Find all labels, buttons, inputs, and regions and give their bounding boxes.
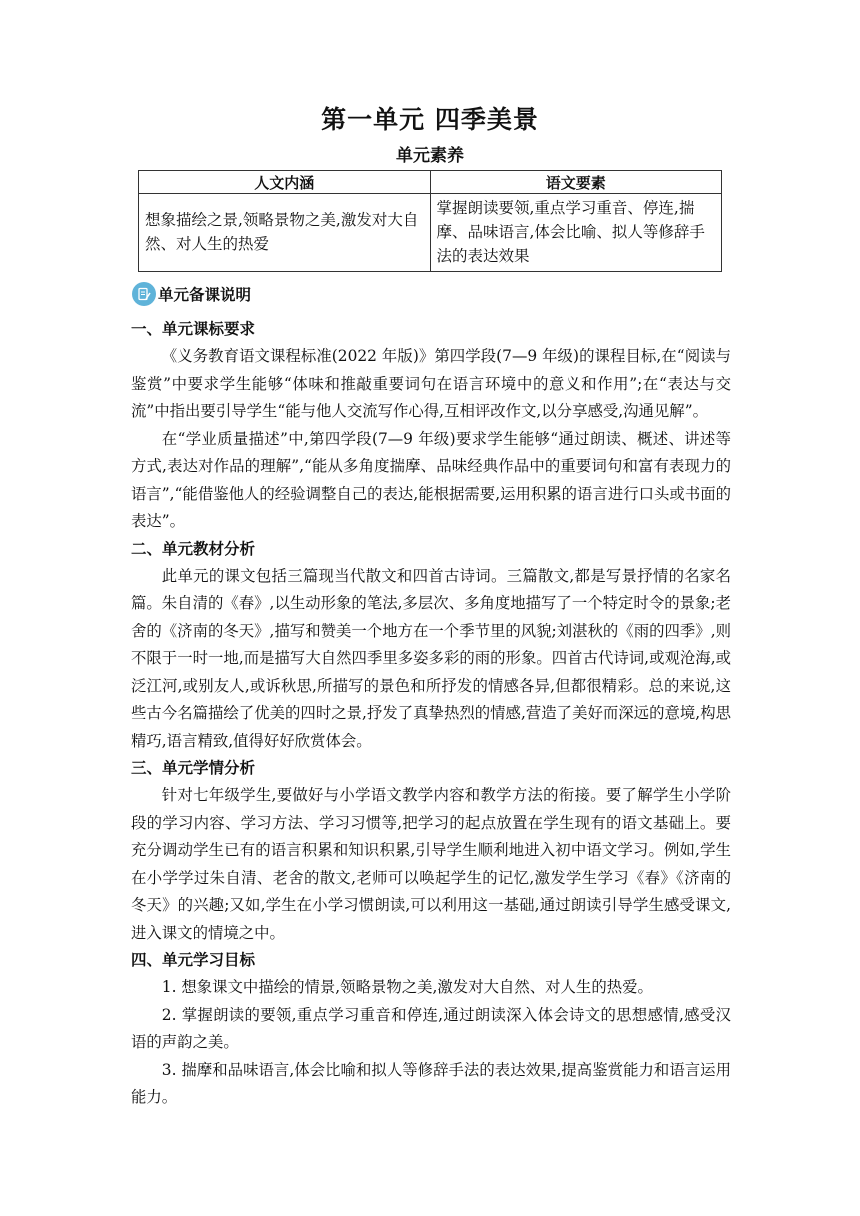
table-row <box>139 194 722 272</box>
goal-item: 2. 掌握朗读的要领,重点学习重音和停连,通过朗读深入体会诗文的思想感情,感受汉语的声韵之美。 <box>131 1005 731 1051</box>
body-paragraph: 针对七年级学生,要做好与小学语文教学内容和教学方法的衔接。要了解学生小学阶段的学习内容、学习方法、学习习惯等,把学习的起点放置在学生现有的语文基础上。要充分调动学生已有的语言积累和知识积累,引导学生顺利地进入初中语文学习。例如,学生在小学学过朱自清、老舍的散文,老师可以唤起学生的记忆,激发学生学习《春》《济南的冬天》的兴趣;又如,学生在小学习惯朗读,可以利用这一基础,通过朗读引导学生感受课文,进入课文的情境之中。 <box>131 786 731 942</box>
body-paragraph: 《义务教育语文课程标准(2022 年版)》第四学段(7—9 年级)的课程目标,在“阅读与鉴赏”中要求学生能够“体味和推敲重要词句在语言环境中的意义和作用”;在“表达与交流”中指出要引导学生“能与他人交流写作心得,互相评改作文,以分享感受,沟通见解”。 <box>131 347 731 420</box>
unit-literacy-table <box>138 170 722 272</box>
goal-item: 3. 揣摩和品味语言,体会比喻和拟人等修辞手法的表达效果,提高鉴赏能力和语言运用能力。 <box>131 1060 731 1106</box>
section-heading: 二、单元教材分析 <box>131 539 256 558</box>
table-header-row <box>139 171 722 194</box>
section-material-analysis <box>131 536 731 756</box>
prep-section-header <box>132 282 251 306</box>
main-content <box>131 316 731 1112</box>
pencil-note-icon <box>132 282 156 306</box>
section-learning-goals <box>131 947 731 1112</box>
prep-section-label: 单元备课说明 <box>158 286 252 304</box>
table-header-cell: 人文内涵 <box>139 171 431 194</box>
body-paragraph: 此单元的课文包括三篇现当代散文和四首古诗词。三篇散文,都是写景抒情的名家名篇。朱自清的《春》,以生动形象的笔法,多层次、多角度地描写了一个特定时令的景象;老舍的《济南的冬天》,描写和赞美一个地方在一个季节里的风貌;刘湛秋的《雨的四季》,则不限于一时一地,而是描写大自然四季里多姿多彩的雨的形象。四首古代诗词,或观沧海,或泛江河,或别友人,或诉秋思,所描写的景色和所抒发的情感各异,但都很精彩。总的来说,这些古今名篇描绘了优美的四时之景,抒发了真挚热烈的情感,营造了美好而深远的意境,构思精巧,语言精致,值得好好欣赏体会。 <box>131 566 731 750</box>
table-cell: 掌握朗读要领,重点学习重音、停连,揣摩、品味语言,体会比喻、拟人等修辞手法的表达效果 <box>430 194 722 272</box>
table-caption: 单元素养 <box>396 146 464 166</box>
section-heading: 三、单元学情分析 <box>131 759 256 777</box>
section-heading: 一、单元课标要求 <box>131 320 256 338</box>
unit-title: 第一单元 四季美景 <box>321 105 539 134</box>
section-heading: 四、单元学习目标 <box>131 951 256 969</box>
section-standards <box>131 316 731 536</box>
goal-item: 1. 想象课文中描绘的情景,领略景物之美,激发对大自然、对人生的热爱。 <box>161 978 653 996</box>
table-cell: 想象描绘之景,领略景物之美,激发对大自然、对人生的热爱 <box>139 194 431 272</box>
table-header-cell: 语文要素 <box>430 171 722 194</box>
body-paragraph: 在“学业质量描述”中,第四学段(7—9 年级)要求学生能够“通过朗读、概述、讲述等方式,表达对作品的理解”,“能从多角度揣摩、品味经典作品中的重要词句和富有表现力的语言”,“能借鉴他人的经验调整自己的表达,能根据需要,运用积累的语言进行口头或书面的表达”。 <box>131 429 731 530</box>
section-learner-analysis <box>131 755 731 947</box>
